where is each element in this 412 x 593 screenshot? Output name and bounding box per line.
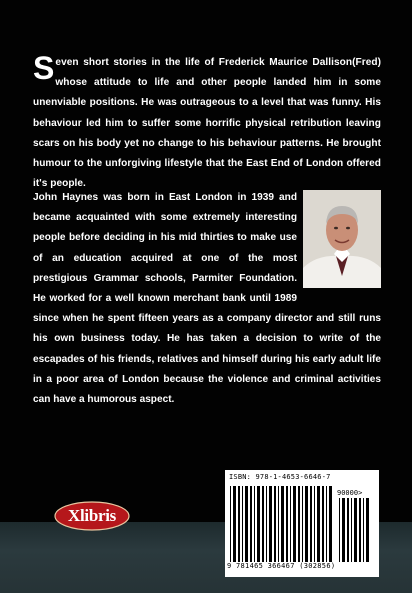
price-barcode-icon [338,498,370,562]
publisher-logo [54,501,130,531]
barcode-bars-icon [229,486,333,562]
blurb-text: even short stories in the life of Frederick Maurice Dallison(Fred) whose attitude to life and other people landed him in some unenviable positions. He was outrageous to a level that was funny. His behaviour led him to suffer some horrific physical retribution leaving scars on his body yet no change to his behaviour patterns. He brought humour to the unforgiving lifestyle that the East End of London offered it's people. [33,57,381,190]
logo-text: Xlibris [68,506,116,525]
author-photo [303,190,381,288]
blurb-paragraph [33,50,381,194]
author-portrait-image [303,190,381,288]
isbn-text: ISBN: 978-1-4653-6646-7 [229,473,331,481]
drop-cap: S [33,50,55,86]
barcode-label [225,470,379,577]
author-bio [33,188,381,410]
price-code: 90000> [337,489,363,497]
barcode-digits: 9 781465 366467 (302856) [227,562,336,570]
bio-text: John Haynes was born in East London in 1939 and became acquainted with some extremely interesting people before deciding in his mid thirties to make use of an education acquired at one of the most prestigious Grammar schools, Parmiter Foundation. He worked for a well known merchant bank until 1989 since when he spent fifteen years as a company director and still runs his own business today. He has taken a decision to write of the escapades of his friends, relatives and himself during his early adult life in a poor area of London because the violence and criminal activities can have a humorous aspect. [33,192,381,406]
